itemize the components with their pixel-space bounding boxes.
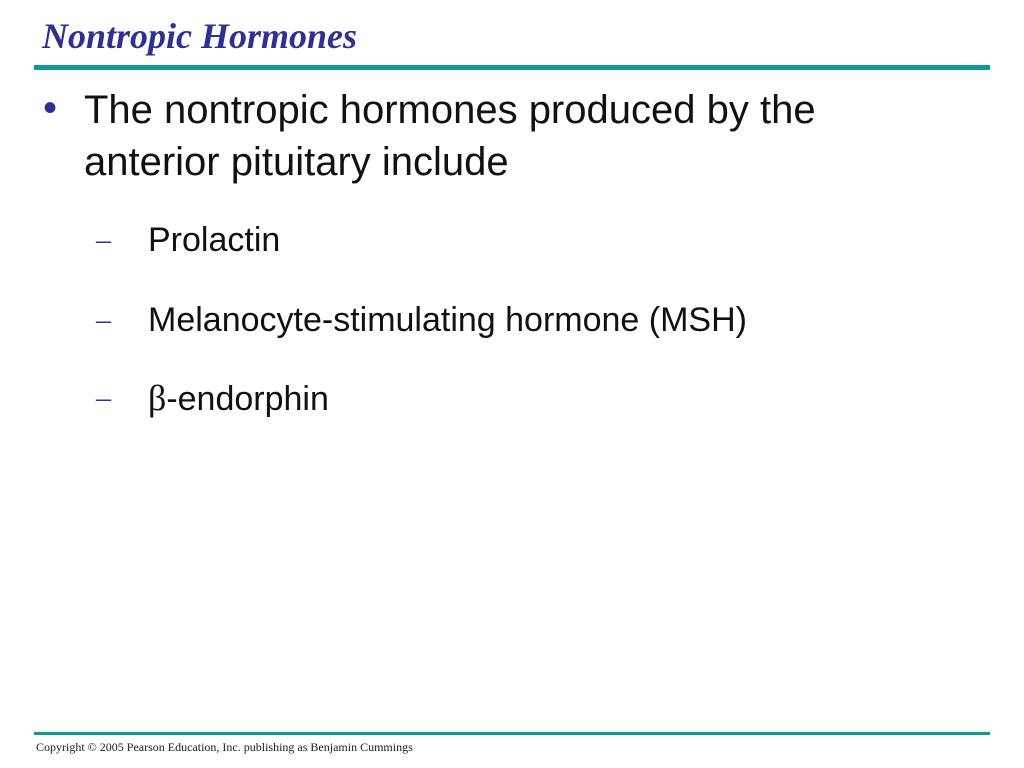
sub-item-label — [148, 376, 329, 421]
copyright-footer: Copyright © 2005 Pearson Education, Inc. publishing as Benjamin Cummings — [36, 740, 413, 754]
bullet-text: The nontropic hormones produced by the anterior pituitary include — [84, 88, 816, 184]
sub-item-prolactin — [0, 218, 1024, 266]
sub-item-label: Melanocyte-stimulating hormone (MSH) — [148, 301, 747, 339]
dash-marker: – — [96, 303, 111, 336]
slide-title: Nontropic Hormones — [42, 16, 358, 56]
dash-marker: – — [96, 381, 111, 414]
sub-item-beta-endorphin — [0, 376, 1024, 424]
beta-symbol: β — [148, 378, 167, 418]
footer-divider — [34, 732, 990, 735]
title-divider — [34, 65, 990, 70]
bullet-marker: • — [43, 86, 58, 130]
sub-item-msh — [0, 298, 1024, 346]
sub-item-suffix: -endorphin — [166, 380, 329, 418]
sub-item-label: Prolactin — [148, 221, 281, 259]
dash-marker: – — [96, 223, 111, 256]
